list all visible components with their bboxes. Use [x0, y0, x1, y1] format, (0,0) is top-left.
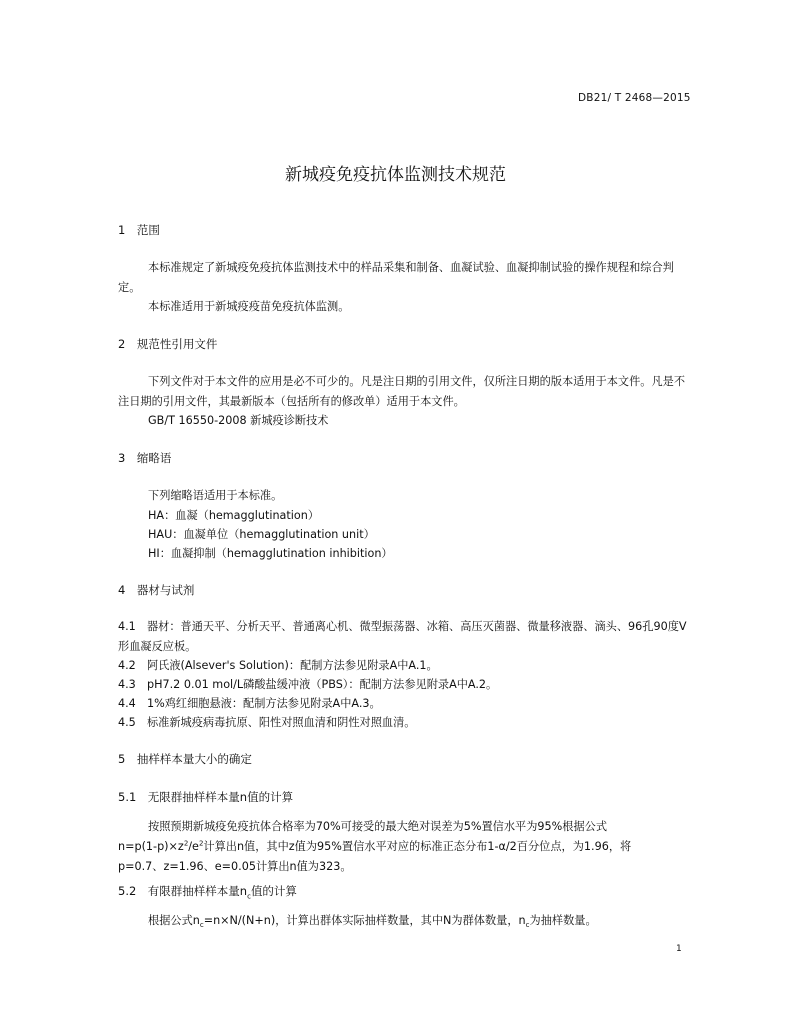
document-title: 新城疫免疫抗体监测技术规范 [285, 165, 506, 185]
item-4-5: 4.5 标准新城疫病毒抗原、阳性对照血清和阴性对照血清。 [118, 716, 416, 729]
page-number: 1 [676, 944, 682, 954]
item-4-1: 4.1 器材：普通天平、分析天平、普通离心机、微型振荡器、冰箱、高压灭菌器、微量移液器、滴头、96孔90度V形血凝反应板。 [118, 620, 687, 653]
section-5-1-line-2 [118, 838, 631, 854]
section-5-1-line-1: 按照预期新城疫免疫抗体合格率为70%可接受的最大绝对误差为5%置信水平为95%根据公式 [148, 820, 608, 833]
s52-part-c: 为抽样数量。 [529, 914, 597, 927]
section-5-heading: 5 抽样样本量大小的确定 [118, 752, 252, 766]
s52-sub-1: c [199, 921, 204, 930]
section-2-paragraph-1: 下列文件对于本文件的应用是必不可少的。凡是注日期的引用文件，仅所注日期的版本适用于本文件。凡是不注日期的引用文件，其最新版本（包括所有的修改单）适用于本文件。 [118, 375, 686, 408]
s52-sub-2: c [525, 921, 530, 930]
standard-code: DB21/ T 2468—2015 [578, 92, 691, 104]
section-4-heading: 4 器材与试剂 [118, 583, 195, 597]
formula-sup-2: 2 [198, 839, 204, 848]
formula-part-2: /e [188, 840, 199, 853]
section-5-2-line-1 [148, 912, 597, 928]
section-1-paragraph-2: 本标准适用于新城疫疫苗免疫抗体监测。 [148, 300, 350, 313]
formula-sup-1: 2 [183, 839, 189, 848]
item-4-2: 4.2 阿氏液(Alsever's Solution)：配制方法参见附录A中A.1。 [118, 659, 438, 672]
section-5-2-heading-a: 5.2 有限群抽样样本量n [118, 884, 248, 898]
s52-part-b: =n×N/(N+n)，计算出群体实际抽样数量，其中N为群体数量，n [203, 914, 526, 927]
section-5-1-line-3: p=0.7、z=1.96、e=0.05计算出n值为323。 [118, 860, 352, 873]
section-1-heading: 1 范围 [118, 223, 160, 237]
section-3-intro: 下列缩略语适用于本标准。 [148, 489, 283, 502]
section-2-heading: 2 规范性引用文件 [118, 337, 218, 351]
section-5-2-heading-b: 值的计算 [250, 884, 297, 898]
section-5-1-heading: 5.1 无限群抽样样本量n值的计算 [118, 790, 294, 804]
item-4-4: 4.4 1%鸡红细胞悬液：配制方法参见附录A中A.3。 [118, 697, 381, 710]
section-3-heading: 3 缩略语 [118, 451, 172, 465]
s52-part-a: 根据公式n [148, 914, 200, 927]
section-2-reference: GB/T 16550-2008 新城疫诊断技术 [148, 414, 329, 427]
abbr-hau: HAU：血凝单位（hemagglutination unit） [148, 528, 375, 541]
item-4-3: 4.3 pH7.2 0.01 mol/L磷酸盐缓冲液（PBS）：配制方法参见附录A中A.2。 [118, 678, 498, 691]
abbr-hi: HI：血凝抑制（hemagglutination inhibition） [148, 547, 393, 560]
formula-part-3: 计算出n值，其中z值为95%置信水平对应的标准正态分布1-α/2百分位点，为1.96，将 [203, 840, 632, 853]
section-5-2-heading [118, 883, 297, 899]
formula-part-1: n=p(1-p)×z [118, 840, 184, 853]
abbr-ha: HA：血凝（hemagglutination） [148, 509, 320, 522]
section-5-2-heading-sub: c [247, 892, 251, 901]
section-1-paragraph-1: 本标准规定了新城疫免疫抗体监测技术中的样品采集和制备、血凝试验、血凝抑制试验的操作规程和综合判定。 [118, 261, 674, 294]
